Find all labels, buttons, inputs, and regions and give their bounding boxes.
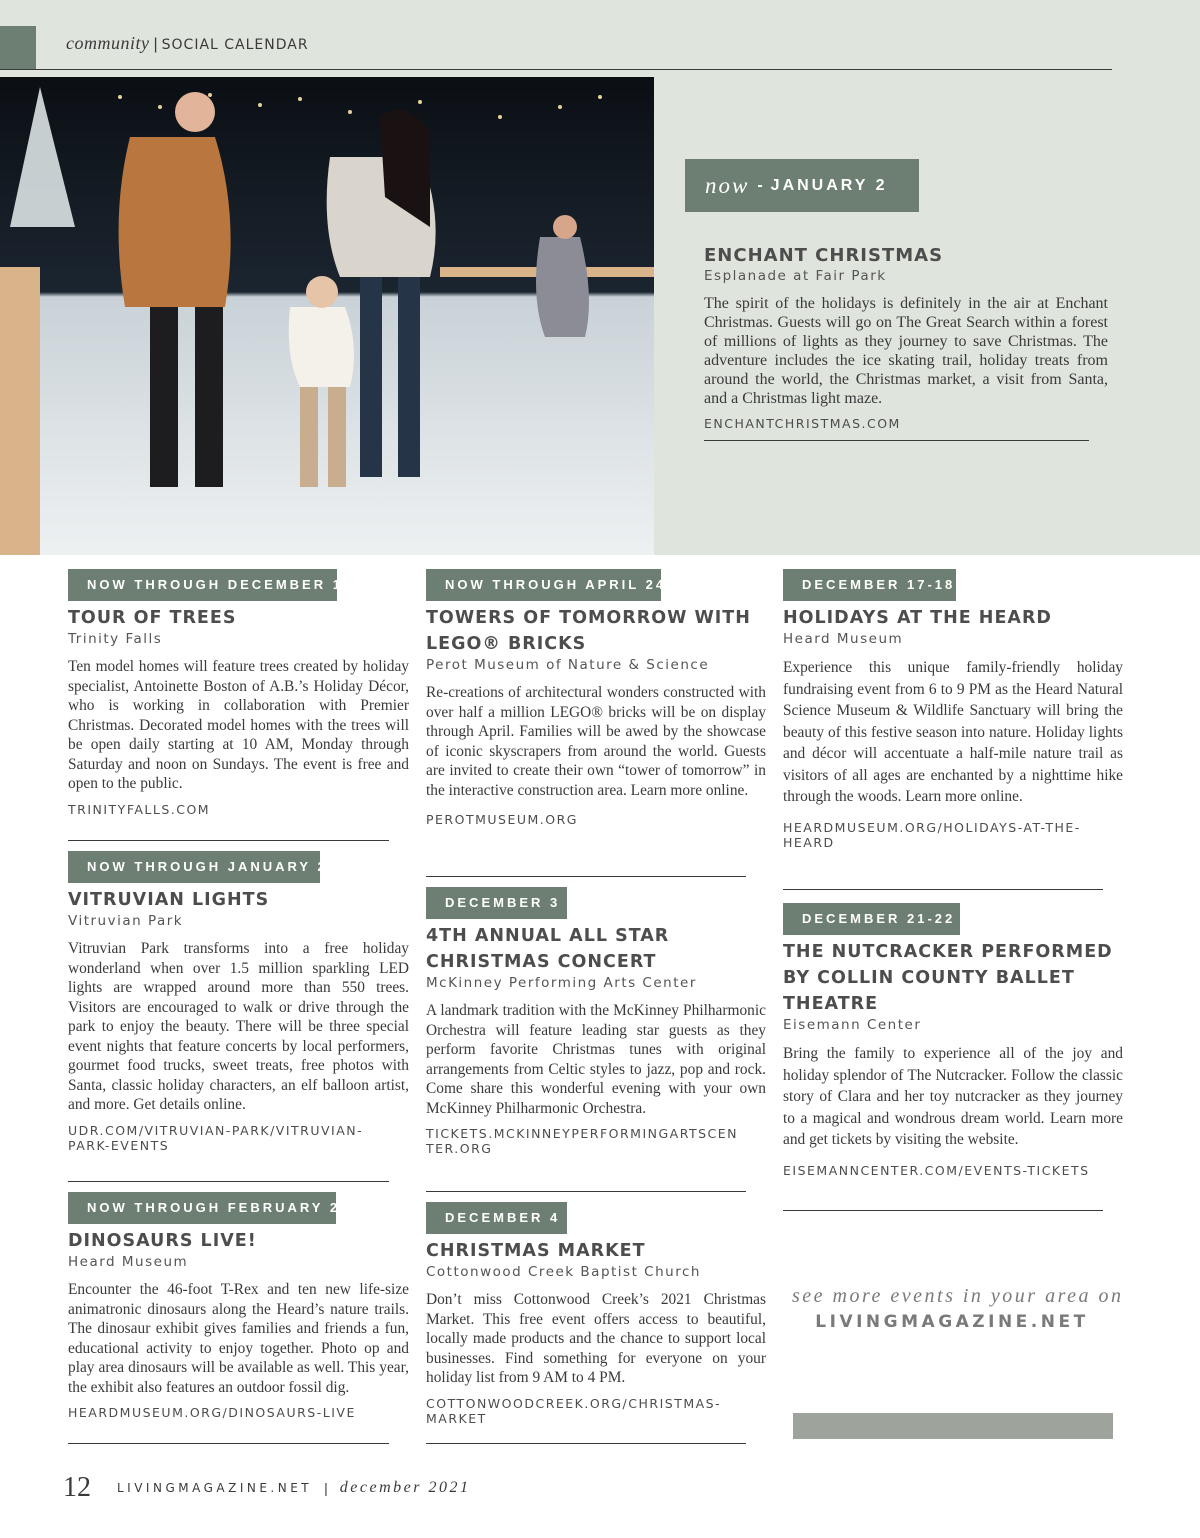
page-number: 12 — [63, 1472, 91, 1503]
event-title: HOLIDAYS AT THE HEARD — [783, 608, 1052, 628]
event-rule — [426, 876, 746, 877]
event-nutcracker — [783, 903, 1123, 1178]
event-date-badge: DECEMBER 17-18 — [783, 569, 956, 601]
event-url[interactable]: PEROTMUSEUM.ORG — [426, 812, 578, 827]
event-title: TOWERS OF TOMORROW WITH LEGO® BRICKS — [426, 608, 751, 654]
featured-date-badge — [685, 159, 919, 212]
event-rule — [783, 889, 1103, 890]
event-date-badge: NOW THROUGH JANUARY 2 — [68, 851, 320, 883]
event-description: Ten model homes will feature trees created by holiday specialist, Antoinette Boston of A.B.’s Holiday Décor, who is working in collaboration with Premier Christmas. Decorated model homes with the trees will be open daily starting at 10 AM, Monday through Saturday and noon on Sundays. The event is free and open to the public. — [68, 658, 409, 792]
event-venue: Heard Museum — [783, 631, 904, 647]
event-date-badge: NOW THROUGH APRIL 24 — [426, 569, 661, 601]
promo-bar — [793, 1413, 1113, 1439]
featured-rule — [704, 440, 1089, 441]
event-all-star-concert — [426, 887, 766, 1156]
more-events-promo — [792, 1285, 1124, 1332]
event-venue: McKinney Performing Arts Center — [426, 975, 697, 991]
event-vitruvian-lights — [68, 851, 409, 1153]
featured-badge-prefix: now — [705, 172, 750, 198]
event-rule — [426, 1443, 746, 1444]
event-description: Bring the family to experience all of the joy and holiday splendor of The Nutcracker. Follow the classic story of Clara and her toy nutcracker as they journey to a magical and wondrous dream world. Learn more and get tickets by visiting the website. — [783, 1045, 1123, 1148]
header-rule — [0, 69, 1112, 70]
event-description: A landmark tradition with the McKinney Philharmonic Orchestra will feature leading star guests as they perform favorite Christmas tunes with original arrangements from Celtic styles to jazz, pop and rock. Come share this wonderful evening with your own McKinney Philharmonic Orchestra. — [426, 1002, 766, 1117]
event-date-badge: DECEMBER 21-22 — [783, 903, 960, 935]
event-date-badge: NOW THROUGH DECEMBER 19 — [68, 569, 337, 601]
ice-skating-photo — [0, 77, 654, 555]
event-title: THE NUTCRACKER PERFORMED BY COLLIN COUNTY BALLET THEATRE — [783, 942, 1113, 1014]
event-rule — [783, 1210, 1103, 1211]
category-name: SOCIAL CALENDAR — [161, 37, 309, 53]
event-rule — [68, 1443, 389, 1444]
corner-tab — [0, 26, 36, 70]
event-rule — [426, 1191, 746, 1192]
event-url[interactable]: HEARDMUSEUM.ORG/HOLIDAYS-AT-THE-HEARD — [783, 819, 1081, 850]
event-title: TOUR OF TREES — [68, 608, 237, 628]
event-url[interactable]: TICKETS.MCKINNEYPERFORMINGARTSCENTER.ORG — [426, 1126, 739, 1156]
event-title: DINOSAURS LIVE! — [68, 1231, 257, 1251]
featured-title: ENCHANT CHRISTMAS — [704, 245, 944, 266]
promo-site-link[interactable]: LIVINGMAGAZINE.NET — [815, 1312, 1089, 1332]
event-title: CHRISTMAS MARKET — [426, 1241, 646, 1261]
footer-site: LIVINGMAGAZINE.NET — [117, 1481, 313, 1495]
section-name: community — [66, 33, 150, 53]
featured-url[interactable]: ENCHANTCHRISTMAS.COM — [704, 416, 901, 431]
featured-description: The spirit of the holidays is definitely in the air at Enchant Christmas. Guests will go on The Great Search within a forest of millions of lights as they journey to save Christmas. The adventure includes the ice skating trail, holiday treats from around the world, the Christmas market, a visit from Santa, and a Christmas light maze. — [704, 295, 1108, 407]
event-description: Don’t miss Cottonwood Creek’s 2021 Christmas Market. This free event offers access to beautiful, locally made products and the chance to support local businesses. Find something for everyone on your holiday list from 9 AM to 4 PM. — [426, 1291, 766, 1386]
event-venue: Perot Museum of Nature & Science — [426, 657, 710, 673]
event-date-badge: DECEMBER 3 — [426, 887, 567, 919]
featured-event — [704, 244, 1108, 431]
event-title: 4TH ANNUAL ALL STAR CHRISTMAS CONCERT — [426, 926, 670, 972]
event-title: VITRUVIAN LIGHTS — [68, 890, 270, 910]
event-holidays-at-the-heard — [783, 569, 1123, 850]
event-url[interactable]: COTTONWOODCREEK.ORG/CHRISTMAS-MARKET — [426, 1395, 722, 1426]
event-description: Re-creations of architectural wonders constructed with over half a million LEGO® bricks will be on display through April. Families will be awed by the showcase of iconic skyscrapers from around the world. Guests are invited to create their own “tower of tomorrow” in the interactive construction area. Learn more online. — [426, 684, 766, 799]
event-url[interactable]: HEARDMUSEUM.ORG/DINOSAURS-LIVE — [68, 1405, 356, 1420]
footer-issue: december 2021 — [339, 1479, 471, 1496]
event-description: Vitruvian Park transforms into a free holiday wonderland when over 1.5 million sparkling LED lights are wrapped around more than 550 trees. Visitors are encouraged to walk or drive through the park to enjoy the beauty. There will be three special event nights that feature concerts by local performers, gourmet food trucks, sweet treats, free photos with Santa, classic holiday characters, an elf balloon artist, and more. Get details online. — [68, 940, 409, 1113]
event-description: Experience this unique family-friendly holiday fundraising event from 6 to 9 PM as the Heard Natural Science Museum & Wildlife Sanctuary will bring the beauty of this festive season into nature. Holiday lights and décor will accentuate a half-mile nature trail as visitors of all ages are enchanted by a nighttime hike through the woods. Learn more online. — [783, 659, 1123, 805]
event-tour-of-trees — [68, 569, 409, 817]
event-rule — [68, 840, 389, 841]
event-venue: Trinity Falls — [68, 631, 163, 647]
event-url[interactable]: UDR.COM/VITRUVIAN-PARK/VITRUVIAN-PARK-EVENTS — [68, 1122, 364, 1153]
event-venue: Cottonwood Creek Baptist Church — [426, 1264, 701, 1280]
featured-venue: Esplanade at Fair Park — [704, 268, 887, 284]
event-url[interactable]: TRINITYFALLS.COM — [68, 801, 211, 817]
event-date-badge: NOW THROUGH FEBRUARY 21 — [68, 1192, 336, 1224]
promo-tagline: see more events in your area on — [792, 1285, 1124, 1307]
featured-badge-date: JANUARY 2 — [770, 176, 888, 194]
event-description: Encounter the 46-foot T-Rex and ten new life-size animatronic dinosaurs along the Heard’s nature trails. The dinosaur exhibit gives families and friends a fun, educational activity to enjoy together. Photo op and play area dinosaurs will be available as well. This year, the exhibit also features an outdoor fossil dig. — [68, 1281, 409, 1396]
event-towers-of-tomorrow — [426, 569, 766, 827]
event-date-badge: DECEMBER 4 — [426, 1202, 567, 1234]
event-venue: Heard Museum — [68, 1254, 189, 1270]
footer-separator: | — [324, 1480, 328, 1496]
event-dinosaurs-live — [68, 1192, 409, 1420]
header-separator: | — [153, 36, 158, 53]
featured-badge-dash: - — [757, 176, 763, 194]
event-rule — [68, 1181, 389, 1182]
event-christmas-market — [426, 1202, 766, 1426]
section-header — [66, 33, 309, 54]
event-venue: Vitruvian Park — [68, 913, 184, 929]
page-footer — [63, 1472, 470, 1504]
event-url[interactable]: EISEMANNCENTER.COM/EVENTS-TICKETS — [783, 1162, 1090, 1178]
event-venue: Eisemann Center — [783, 1017, 922, 1033]
